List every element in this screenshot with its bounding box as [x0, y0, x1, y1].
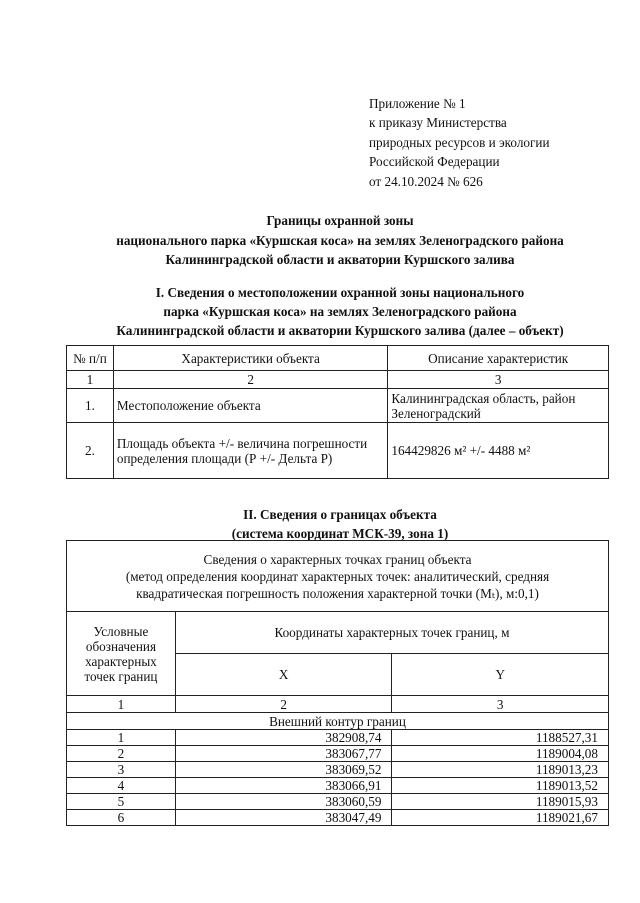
row-number: 1. — [67, 389, 114, 423]
method-description — [67, 541, 609, 612]
col-header-coordinates: Координаты характерных точек границ, м — [175, 612, 608, 654]
appendix-reference — [369, 94, 550, 191]
appendix-line: к приказу Министерства — [369, 115, 507, 131]
row-description: 164429826 м² +/- 4488 м² — [388, 423, 609, 479]
appendix-line: Приложение № 1 — [369, 96, 466, 111]
row-characteristic: Площадь объекта +/- величина погрешности определения площади (Р +/- Дельта Р) — [113, 423, 387, 479]
col-header-y: Y — [392, 654, 609, 696]
point-id: 6 — [67, 810, 176, 826]
table-meta-row — [67, 541, 609, 612]
appendix-line: Российской Федерации — [369, 154, 500, 170]
point-id: 2 — [67, 746, 176, 762]
appendix-line: от 24.10.2024 № 626 — [369, 173, 483, 189]
point-y: 1189015,93 — [392, 794, 609, 810]
point-id: 1 — [67, 730, 176, 746]
table-numbering-row — [67, 371, 609, 389]
table-row — [67, 810, 609, 826]
meta-line: (метод определения координат характерных точек: аналитический, средняя — [125, 568, 550, 584]
numbering-cell: 1 — [67, 371, 114, 389]
meta-line: Сведения о характерных точках границ объекта — [203, 551, 472, 567]
section2-heading-line: II. Сведения о границах объекта — [243, 507, 437, 522]
point-y: 1188527,31 — [392, 730, 609, 746]
table-subheader-row — [67, 713, 609, 730]
point-id: 4 — [67, 778, 176, 794]
table-row — [67, 778, 609, 794]
point-x: 383060,59 — [175, 794, 392, 810]
point-x: 383047,49 — [175, 810, 392, 826]
table-row — [67, 730, 609, 746]
point-y: 1189013,52 — [392, 778, 609, 794]
appendix-line: природных ресурсов и экологии — [369, 134, 550, 150]
title-line: национального парка «Куршская коса» на землях Зеленоградского района — [116, 232, 564, 248]
section2-heading-line: (система координат МСК-39, зона 1) — [231, 526, 449, 541]
title-line: Границы охранной зоны — [266, 213, 414, 228]
numbering-cell: 3 — [392, 696, 609, 713]
numbering-cell: 2 — [175, 696, 392, 713]
point-y: 1189021,67 — [392, 810, 609, 826]
row-description: Калининградская область, район Зеленоградский — [388, 389, 609, 423]
table-header-row — [67, 346, 609, 371]
point-id: 5 — [67, 794, 176, 810]
section1-heading — [40, 283, 640, 340]
col-header-description: Описание характеристик — [388, 346, 609, 371]
object-characteristics-table — [66, 345, 609, 479]
meta-line: квадратическая погрешность положения характерной точки (Mₜ), м:0,1) — [136, 585, 539, 601]
numbering-cell: 3 — [388, 371, 609, 389]
table-header-row — [67, 612, 609, 654]
contour-label: Внешний контур границ — [67, 713, 609, 730]
point-x: 383069,52 — [175, 762, 392, 778]
section1-heading-line: Калининградской области и акватории Куршского залива (далее – объект) — [116, 323, 564, 338]
table-row — [67, 794, 609, 810]
col-header-characteristic: Характеристики объекта — [113, 346, 387, 371]
point-x: 383067,77 — [175, 746, 392, 762]
table-row — [67, 746, 609, 762]
document-title — [40, 211, 640, 270]
table-numbering-row — [67, 696, 609, 713]
col-header-number: № п/п — [67, 346, 114, 371]
title-line: Калининградской области и акватории Куршского залива — [165, 252, 515, 267]
table-row — [67, 423, 609, 479]
row-characteristic: Местоположение объекта — [113, 389, 387, 423]
point-y: 1189004,08 — [392, 746, 609, 762]
numbering-cell: 2 — [113, 371, 387, 389]
col-header-x: X — [175, 654, 392, 696]
point-id: 3 — [67, 762, 176, 778]
section2-heading — [40, 505, 640, 543]
point-y: 1189013,23 — [392, 762, 609, 778]
point-x: 383066,91 — [175, 778, 392, 794]
table-row — [67, 389, 609, 423]
col-header-point-label: Условные обозначения характерных точек границ — [67, 612, 176, 696]
row-number: 2. — [67, 423, 114, 479]
numbering-cell: 1 — [67, 696, 176, 713]
section1-heading-line: парка «Куршская коса» на землях Зеленоградского района — [163, 304, 517, 319]
section1-heading-line: I. Сведения о местоположении охранной зоны национального — [155, 285, 525, 300]
boundary-points-table — [66, 540, 609, 826]
table-row — [67, 762, 609, 778]
point-x: 382908,74 — [175, 730, 392, 746]
